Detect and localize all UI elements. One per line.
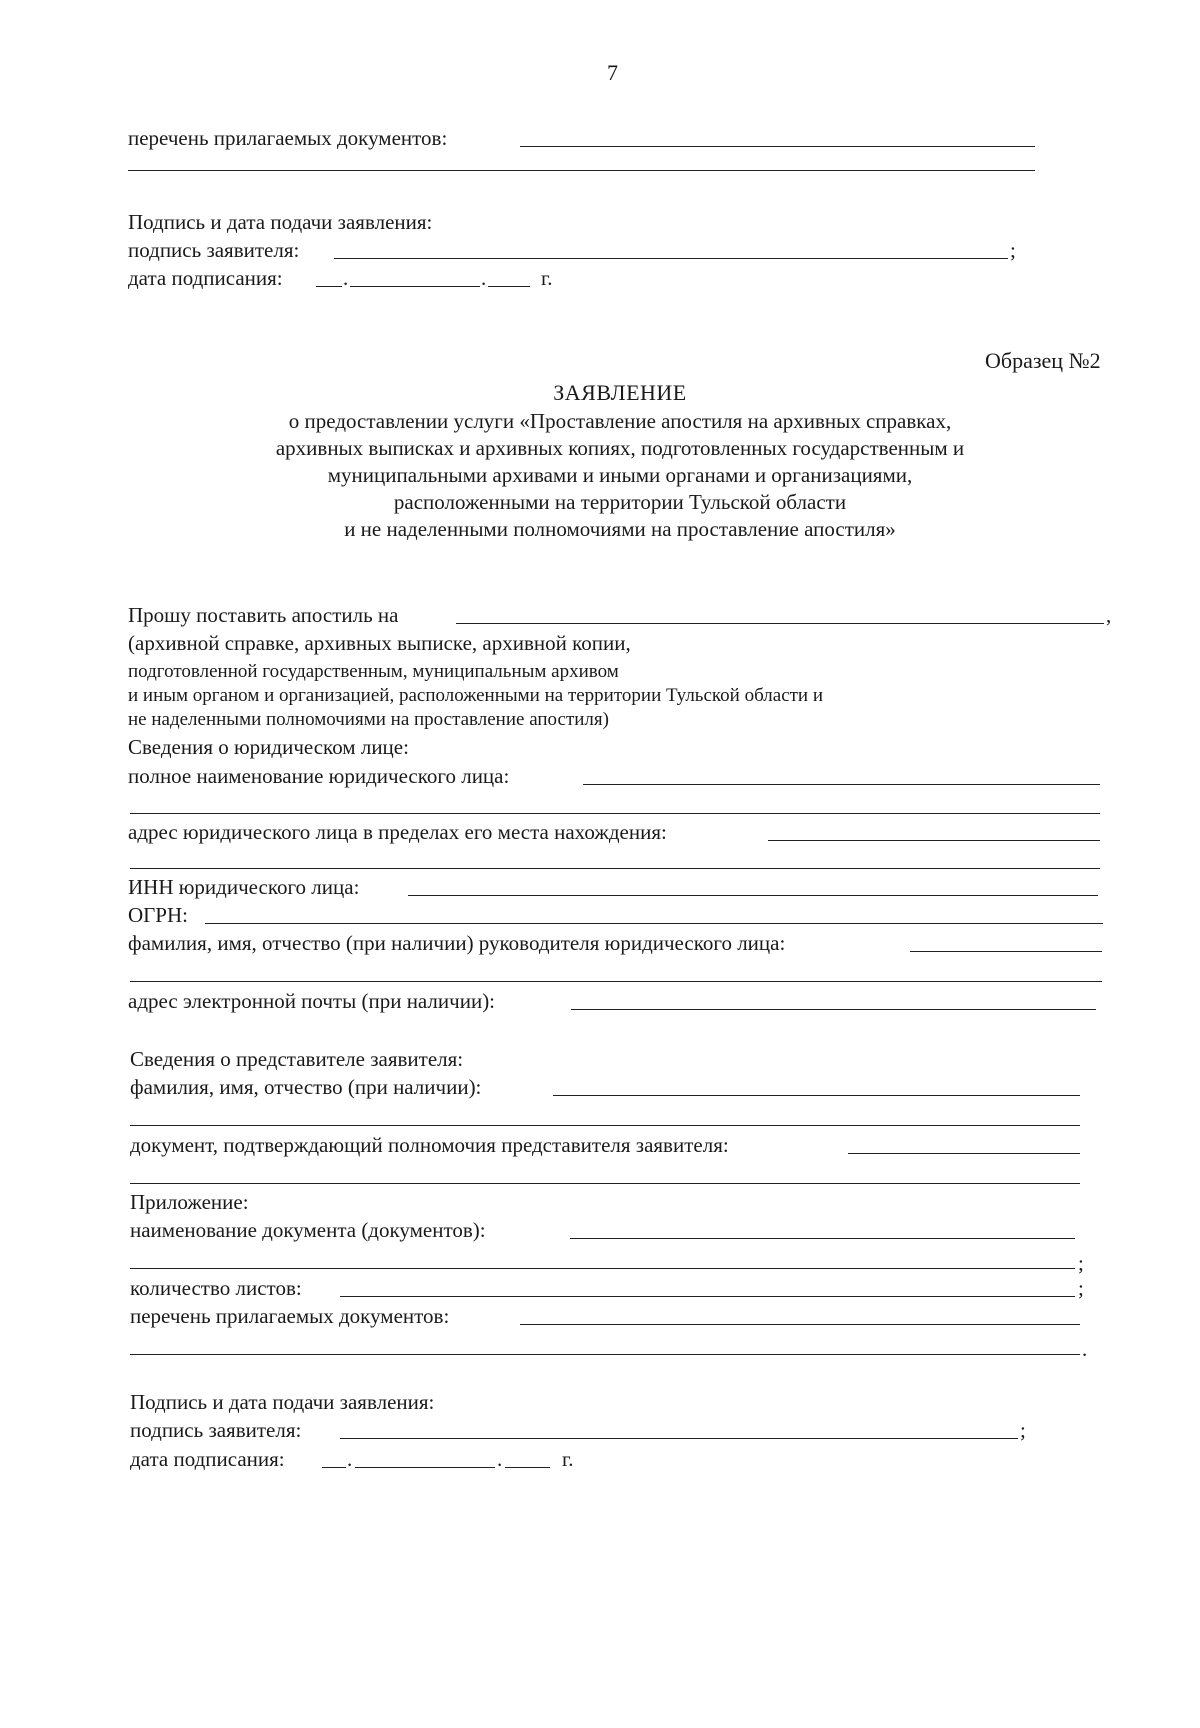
legal-entity-header: Сведения о юридическом лице: <box>128 735 409 759</box>
bottom-date-day-field[interactable] <box>322 1467 346 1468</box>
title-line-1: о предоставлении услуги «Проставление апостиля на архивных справках, <box>288 409 952 433</box>
bottom-signing-date-label: дата подписания: <box>130 1447 285 1471</box>
top-year-suffix: г. <box>541 266 553 290</box>
rep-name-label: фамилия, имя, отчество (при наличии): <box>130 1075 482 1099</box>
top-signing-date-label: дата подписания: <box>128 266 283 290</box>
doc-name-field-2[interactable] <box>130 1268 1075 1269</box>
bottom-date-dot-1: . <box>347 1447 353 1471</box>
full-name-field[interactable] <box>583 784 1100 785</box>
address-field-2[interactable] <box>130 868 1100 869</box>
rep-document-field-2[interactable] <box>130 1183 1080 1184</box>
attachments-label: перечень прилагаемых документов: <box>130 1304 450 1328</box>
bottom-date-dot-2: . <box>497 1447 503 1471</box>
bottom-year-suffix: г. <box>562 1447 574 1471</box>
bottom-applicant-signature-label: подпись заявителя: <box>130 1418 302 1442</box>
top-date-year-field[interactable] <box>488 286 530 287</box>
email-label: адрес электронной почты (при наличии): <box>128 989 496 1013</box>
title-line-5: и не наделенными полномочиями на проставление апостиля» <box>344 517 896 541</box>
request-hint-2: подготовленной государственным, муниципальным архивом <box>128 661 619 682</box>
request-hint-4: не наделенными полномочиями на проставление апостиля) <box>128 709 609 730</box>
title-line-4: расположенными на территории Тульской области <box>393 490 847 514</box>
title-heading: ЗАЯВЛЕНИЕ <box>553 380 687 405</box>
bottom-date-year-field[interactable] <box>505 1467 550 1468</box>
head-name-label: фамилия, имя, отчество (при наличии) руководителя юридического лица: <box>128 931 786 955</box>
doc-name-label: наименование документа (документов): <box>130 1218 486 1242</box>
head-name-field-2[interactable] <box>130 981 1102 982</box>
request-hint-1: (архивной справке, архивных выписке, архивной копии, <box>128 631 631 655</box>
doc-name-field[interactable] <box>570 1238 1075 1239</box>
bottom-applicant-signature-field[interactable] <box>340 1438 1018 1439</box>
request-field[interactable] <box>456 623 1104 624</box>
page-number: 7 <box>607 60 618 85</box>
rep-document-label: документ, подтверждающий полномочия представителя заявителя: <box>130 1133 729 1157</box>
top-date-dot-2: . <box>481 266 487 290</box>
ogrn-label: ОГРН: <box>128 903 188 927</box>
top-date-dot-1: . <box>343 266 349 290</box>
title-line-2: архивных выписках и архивных копиях, подготовленных государственным и <box>275 436 965 460</box>
representative-header: Сведения о представителе заявителя: <box>130 1047 464 1071</box>
head-name-field[interactable] <box>910 951 1102 952</box>
request-hint-3: и иным органом и организацией, расположенными на территории Тульской области и <box>128 685 824 706</box>
bottom-signature-header: Подпись и дата подачи заявления: <box>130 1390 435 1414</box>
address-field[interactable] <box>768 840 1100 841</box>
top-signature-semicolon: ; <box>1010 238 1016 262</box>
full-name-label: полное наименование юридического лица: <box>128 764 510 788</box>
request-label: Прошу поставить апостиль на <box>128 603 399 627</box>
inn-field[interactable] <box>408 895 1098 896</box>
application-title <box>20 378 1200 543</box>
sample-label: Образец №2 <box>985 348 1101 373</box>
rep-name-field-2[interactable] <box>130 1125 1080 1126</box>
top-date-day-field[interactable] <box>316 286 342 287</box>
top-date-month-field[interactable] <box>350 286 480 287</box>
sheets-field[interactable] <box>340 1296 1075 1297</box>
top-signature-header: Подпись и дата подачи заявления: <box>128 210 433 234</box>
sheets-semicolon: ; <box>1078 1276 1084 1300</box>
top-applicant-signature-field[interactable] <box>334 258 1008 259</box>
doc-name-semicolon: ; <box>1078 1251 1084 1275</box>
request-comma: , <box>1106 603 1112 627</box>
attachments-period: . <box>1082 1337 1088 1361</box>
bottom-date-month-field[interactable] <box>355 1467 495 1468</box>
attachments-field[interactable] <box>520 1324 1080 1325</box>
sheets-label: количество листов: <box>130 1276 302 1300</box>
rep-name-field[interactable] <box>553 1095 1080 1096</box>
top-attachments-label: перечень прилагаемых документов: <box>128 126 448 150</box>
title-line-3: муниципальными архивами и иными органами и организациями, <box>327 463 913 487</box>
top-attachments-field-2[interactable] <box>128 170 1035 171</box>
bottom-signature-semicolon: ; <box>1020 1418 1026 1442</box>
ogrn-field[interactable] <box>205 923 1103 924</box>
rep-document-field[interactable] <box>848 1153 1080 1154</box>
appendix-header: Приложение: <box>130 1190 249 1214</box>
top-applicant-signature-label: подпись заявителя: <box>128 238 300 262</box>
email-field[interactable] <box>571 1009 1096 1010</box>
top-attachments-field[interactable] <box>520 146 1035 147</box>
address-label: адрес юридического лица в пределах его места нахождения: <box>128 820 667 844</box>
attachments-field-2[interactable] <box>130 1354 1080 1355</box>
inn-label: ИНН юридического лица: <box>128 875 360 899</box>
full-name-field-2[interactable] <box>130 813 1100 814</box>
